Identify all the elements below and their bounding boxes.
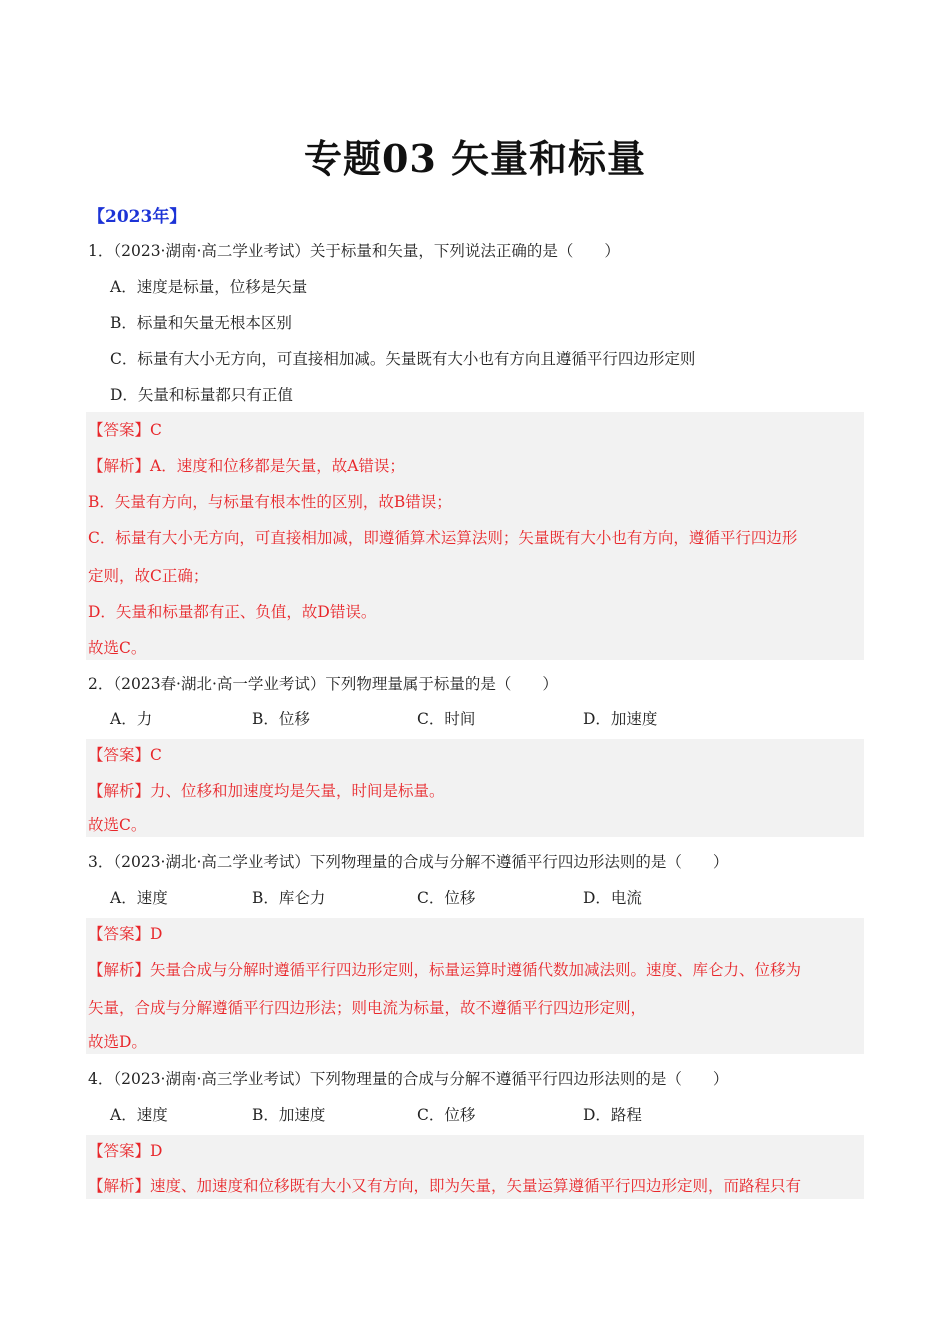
question-4-option-b: B．加速度 [252,1106,326,1124]
question-1-analysis-line: 【解析】A．速度和位移都是矢量，故A错误； [88,457,405,475]
question-1-answer-block [86,412,864,660]
question-2-options [110,708,870,730]
question-1-option-b: B．标量和矢量无根本区别 [110,314,292,332]
question-3-answer-block [86,918,864,1054]
question-4-options [110,1104,870,1126]
question-1-option-c: C．标量有大小无方向，可直接相加减。矢量既有大小也有方向且遵循平行四边形定则 [110,350,696,368]
question-1-stem: 1．（2023·湖南·高二学业考试）关于标量和矢量，下列说法正确的是（ ） [88,242,620,260]
question-2-analysis-line: 【解析】力、位移和加速度均是矢量，时间是标量。 [88,782,445,800]
question-1-analysis-line: 故选C。 [88,639,147,657]
question-4-analysis-line: 【解析】速度、加速度和位移既有大小又有方向，即为矢量，矢量运算遵循平行四边形定则，而路程只有 [88,1177,802,1195]
question-2-answer: 【答案】C [88,746,162,764]
question-2-option-c: C．时间 [417,710,476,728]
question-3-option-b: B．库仑力 [252,889,326,907]
question-2-analysis-line: 故选C。 [88,816,147,834]
question-1-answer: 【答案】C [88,421,162,439]
question-1-analysis-line: C．标量有大小无方向，可直接相加减，即遵循算术运算法则；矢量既有大小也有方向，遵循平行四边形 [88,529,798,547]
question-3-analysis-line: 故选D。 [88,1033,147,1051]
question-2-option-a: A．力 [110,710,153,728]
question-2-option-d: D．加速度 [583,710,658,728]
question-3-analysis-line: 【解析】矢量合成与分解时遵循平行四边形定则，标量运算时遵循代数加减法则。速度、库仑力、位移为 [88,961,802,979]
question-3-option-a: A．速度 [110,889,168,907]
question-2-answer-block [86,739,864,837]
question-3-answer: 【答案】D [88,925,163,943]
question-3-stem: 3．（2023·湖北·高二学业考试）下列物理量的合成与分解不遵循平行四边形法则的是（ ） [88,853,729,871]
question-4-answer-block [86,1135,864,1199]
question-1-analysis-line: 定则，故C正确； [88,567,209,585]
question-2-stem: 2．（2023春·湖北·高一学业考试）下列物理量属于标量的是（ ） [88,675,558,693]
question-4-stem: 4．（2023·湖南·高三学业考试）下列物理量的合成与分解不遵循平行四边形法则的是（ ） [88,1070,729,1088]
question-1-option-a: A．速度是标量，位移是矢量 [110,278,308,296]
question-4-option-a: A．速度 [110,1106,168,1124]
question-1-analysis-line: B．矢量有方向，与标量有根本性的区别，故B错误； [88,493,452,511]
question-4-option-c: C．位移 [417,1106,476,1124]
question-3-option-d: D．电流 [583,889,642,907]
question-1-option-d: D．矢量和标量都只有正值 [110,386,293,404]
question-1-analysis-line: D．矢量和标量都有正、负值，故D错误。 [88,603,377,621]
question-3-options [110,887,870,909]
question-2-option-b: B．位移 [252,710,310,728]
question-3-option-c: C．位移 [417,889,476,907]
question-4-option-d: D．路程 [583,1106,642,1124]
question-4-answer: 【答案】D [88,1142,163,1160]
year-section-header: 【2023年】 [88,207,187,227]
question-3-analysis-line: 矢量，合成与分解遵循平行四边形法；则电流为标量，故不遵循平行四边形定则， [88,999,647,1017]
page-title: 专题03 矢量和标量 [303,136,647,181]
